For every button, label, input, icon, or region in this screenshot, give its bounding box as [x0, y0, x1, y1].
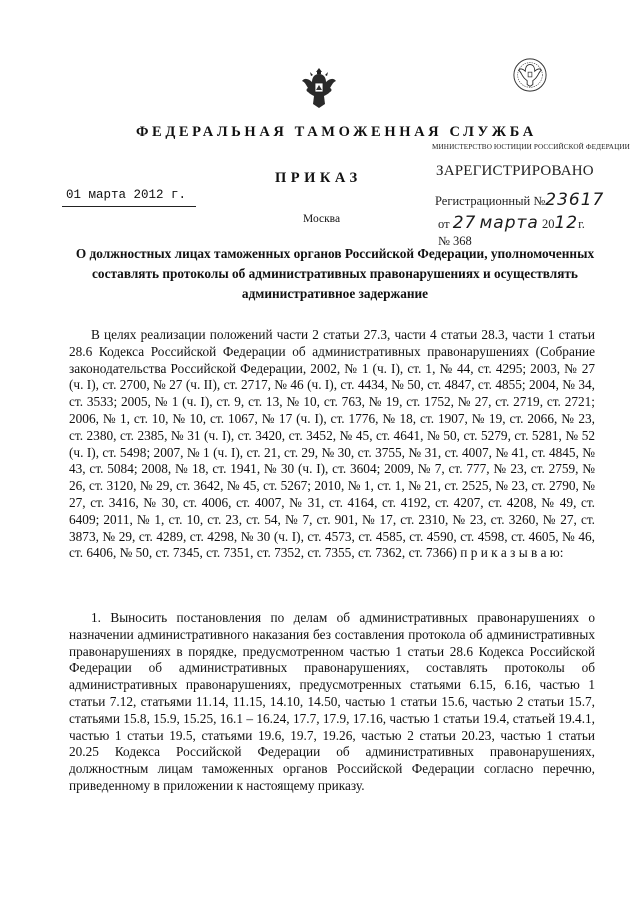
- coat-of-arms-icon: [300, 64, 338, 110]
- stamp-date-month: марта: [479, 213, 539, 233]
- body-paragraph-1: В целях реализации положений части 2 статьи 27.3, части 4 статьи 28.3, части 1 статьи 28.6 Кодекса Российской Федерации об административных правонарушениях (Собрание законодательства Российской Федерации, 2002, № 1 (ч. I), ст. 1, № 44, ст. 4295; 2003, № 27 (ч. I), ст. 2700, № 27 (ч. II), ст. 2717, № 46 (ч. I), ст. 4434, № 50, ст. 4847, ст. 4855; 2004, № 34, ст. 3533; 2005, № 1 (ч. I), ст. 9, ст. 13, № 10, ст. 763, № 19, ст. 1752, № 27, ст. 2719, ст. 2721; 2006, № 1, ст. 10, № 10, ст. 1067, № 17 (ч. I), ст. 1776, № 18, ст. 1907, № 19, ст. 2066, № 23, ст. 2380, ст. 2385, № 31 (ч. I), ст. 3420, ст. 3452, № 45, ст. 4641, № 50, ст. 5279, ст. 5281, № 52 (ч. I), ст. 5498; 2007, № 1 (ч. I), ст. 21, ст. 29, № 30, ст. 3755, № 31, ст. 4007, № 41, ст. 4845, № 43, ст. 5084; 2008, № 18, ст. 1941, № 30 (ч. I), ст. 3604; 2009, № 7, ст. 777, № 23, ст. 2759, № 26, ст. 3120, № 29, ст. 3642, № 45, ст. 5267; 2010, № 1, ст. 1, № 21, ст. 2525, № 23, ст. 2790, № 27, ст. 3416, № 30, ст. 4006, ст. 4007, № 31, ст. 4164, ст. 4192, ст. 4207, ст. 4208, № 49, ст. 6409; 2011, № 1, ст. 10, ст. 23, ст. 54, № 7, ст. 901, № 17, ст. 2310, № 23, ст. 3260, № 27, ст. 3873, № 29, ст. 4289, ст. 4298, № 30 (ч. I), ст. 4573, ст. 4585, ст. 4590, ст. 4598, ст. 4605, № 46, ст. 6406, № 50, ст. 7345, ст. 7351, ст. 7352, ст. 7355, ст. 7362, ст. 7366) п р и к а з ы в а ю:: [69, 327, 595, 561]
- document-type: ПРИКАЗ: [275, 170, 362, 186]
- stamp-ministry: МИНИСТЕРСТВО ЮСТИЦИИ РОССИЙСКОЙ ФЕДЕРАЦИИ: [432, 143, 630, 151]
- order-date: 01 марта 2012 г.: [66, 188, 187, 202]
- stamp-date-end: г.: [578, 217, 585, 231]
- stamp-date-day: 27: [452, 213, 477, 233]
- stamp-registration-number: [435, 190, 604, 210]
- stamp-reg-number-handwritten: 23617: [545, 190, 605, 210]
- stamp-date: [438, 213, 585, 233]
- body-paragraph-2: 1. Выносить постановления по делам об административных правонарушениях о назначении административного наказания без составления протокола об административных правонарушениях в порядке, предусмотренном частью 1 статьи 28.6 Кодекса Российской Федерации об административных правонарушениях, составлять протоколы об административных правонарушениях, предусмотренных статьями 6.15, 6.16, частью 1 статьи 7.12, статьями 11.14, 11.15, 14.10, 14.50, частью 1 статьи 15.6, частью 2 статьи 15.7, статьями 15.8, 15.9, 15.25, 16.1 – 16.24, 17.7, 17.9, 17.16, частью 1 статьи 19.4, статьей 19.4.1, частью 1 статьи 19.5, статьями 19.6, 19.7, 19.26, частью 2 статьи 20.23, частью 1 статьи 20.25 Кодекса Российской Федерации об административных правонарушениях, должностным лицам таможенных органов Российской Федерации согласно перечню, приведенному в приложении к настоящему приказу.: [69, 610, 595, 793]
- stamp-emblem-icon: [512, 56, 548, 94]
- document-title: О должностных лицах таможенных органов Российской Федерации, уполномоченных составлять протоколы об административных правонарушениях и осуществлять административное задержание: [75, 246, 595, 301]
- stamp-order-number: № 368: [438, 234, 472, 248]
- agency-name: ФЕДЕРАЛЬНАЯ ТАМОЖЕННАЯ СЛУЖБА: [136, 124, 537, 140]
- stamp-date-suffix: 20: [541, 217, 555, 231]
- stamp-date-prefix: от: [438, 217, 450, 231]
- stamp-date-year: 12: [554, 213, 579, 233]
- stamp-reg-label: Регистрационный №: [435, 194, 546, 208]
- stamp-title: ЗАРЕГИСТРИРОВАНО: [436, 163, 594, 179]
- city: Москва: [303, 213, 341, 225]
- date-underline: [62, 206, 196, 207]
